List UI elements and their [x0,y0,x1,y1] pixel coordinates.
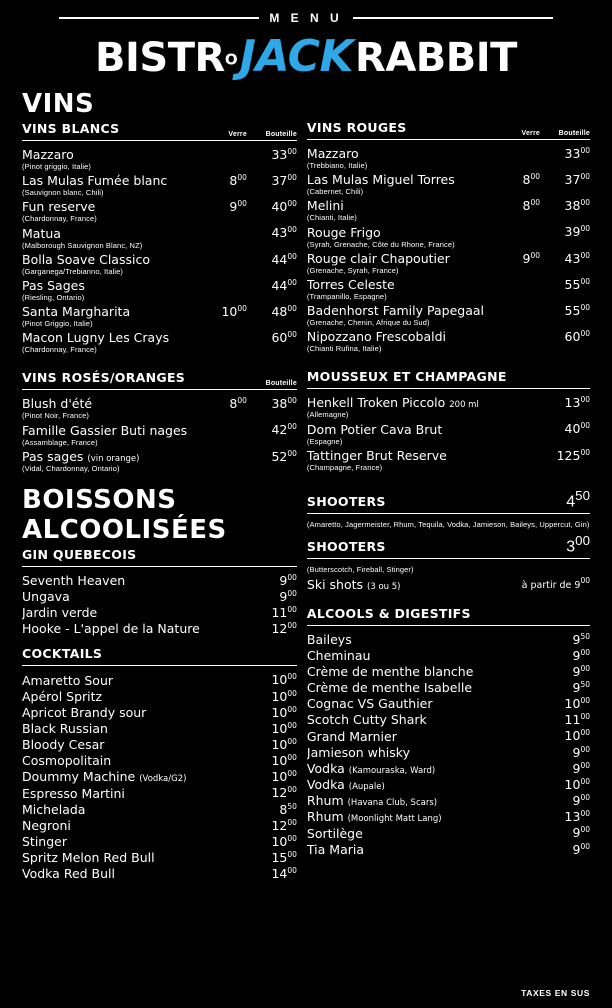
menu-item-row [307,664,590,679]
item-note: (Grenache, Syrah, France) [306,265,399,275]
item-name: Vodka Red Bull [22,866,115,882]
item-name: Rhum (Moonlight Matt Lang) [306,809,442,825]
menu-item-row [22,785,297,800]
subsection-alcools-digestifs: ALCOOLS & DIGESTIFS [306,605,471,621]
gin-list [22,573,297,637]
item-name: Stinger [22,834,67,850]
menu-item-row [307,146,590,161]
price-cell: $60^{00}$ [564,329,590,345]
menu-item-row [307,696,590,711]
menu-bar [0,0,612,25]
price-cell: $13^{00}$ [564,395,590,411]
menu-item-row [22,721,297,736]
subsection-mousseux-champagne: MOUSSEUX ET CHAMPAGNE [306,369,507,385]
column-header-bouteille: Bouteille [265,131,297,138]
price-cell: $52^{00}$ [271,448,297,464]
vins-roses-list [22,396,297,472]
item-note: (Vidal, Chardonnay, Ontario) [22,463,120,473]
menu-item-row [307,842,590,857]
logo-rabbit: RABBIT [355,35,517,81]
vins-rouges-header [307,120,590,140]
logo-jack: JACK [239,31,354,82]
item-name: Rhum (Havana Club, Scars) [306,793,438,809]
item-name: Grand Marnier [306,728,397,744]
cocktails-list [22,672,297,881]
menu-item-row [22,573,297,588]
item-name: Blush d'été [22,396,93,412]
price-cell: $40^{00}$ [271,199,297,215]
item-name: Famille Gassier Buti nages [22,422,188,438]
vins-roses-header [22,370,297,390]
menu-item-row [22,278,297,293]
item-name: Tattinger Brut Reserve [306,447,447,463]
menu-item-row [307,728,590,743]
menu-item-row [22,818,297,833]
price-cell: $10^{00}$ [564,696,590,712]
price-cell: $39^{00}$ [564,224,590,240]
menu-item-row [22,252,297,267]
mousseux-list [307,395,590,471]
price-cell: $42^{00}$ [271,422,297,438]
menu-item-row [307,421,590,436]
menu-item-row [22,753,297,768]
item-name: Mazzaro [22,147,74,163]
menu-item-row [307,303,590,318]
menu-item-row [307,809,590,824]
item-name: Michelada [22,801,86,817]
item-name: Cognac VS Gauthier [306,696,433,712]
menu-item-row [22,689,297,704]
item-name: Cheminau [306,647,371,663]
item-note: (Chianti Rufina, Italie) [306,344,382,354]
menu-item-row [307,172,590,187]
price-cell: $12^{00}$ [271,817,297,833]
item-name: Badenhorst Family Papegaal [306,303,484,319]
price-cell: $60^{00}$ [271,330,297,346]
item-note: (Assamblage, France) [22,437,98,447]
price-cell: $33^{00}$ [271,147,297,163]
menu-columns [0,89,612,881]
menu-item-row [307,277,590,292]
price-cell: $15^{00}$ [271,850,297,866]
subsection-vins-blancs: VINS BLANCS [22,121,120,136]
menu-item-row [22,225,297,240]
item-name: Henkell Troken Piccolo 200 ml [306,395,479,411]
subsection-vins-rouges: VINS ROUGES [306,120,407,135]
shooters1-note: (Amaretto, Jagermeister, Rhum, Tequila, Vodka, Jamieson, Baileys, Uppercut, Gin) [306,520,590,530]
price-cell: $11^{00}$ [271,605,297,621]
item-note: (Riesling, Ontario) [22,292,85,302]
menu-item-row [22,449,297,464]
subsection-cocktails: COCKTAILS [22,646,103,662]
price-cell: $38^{00}$ [564,198,590,214]
item-note: (Syrah, Grenache, Côte du Rhone, France) [306,239,455,249]
price-cell: $10^{00}$ [271,688,297,704]
mousseux-header [307,369,590,389]
price-cell: $55^{00}$ [564,276,590,292]
item-name: Espresso Martini [22,785,125,801]
item-name: Jardin verde [22,605,98,621]
menu-item-row [22,705,297,720]
price-cell: $10^{00}$ [271,704,297,720]
price-cell: $8^{50}$ [279,801,297,817]
shooters1-price: $4^{50}$ [566,487,590,511]
item-name: Negroni [22,817,71,833]
price-cell: $125^{00}$ [556,447,590,463]
vins-rouges-list [307,146,590,353]
ski-shots-row [307,576,590,591]
alcools-header [307,606,590,626]
price-cell: $12^{00}$ [271,785,297,801]
item-name: Nipozzano Frescobaldi [306,329,446,345]
item-note: (Champagne, France) [306,462,383,472]
price-cell: $55^{00}$ [564,302,590,319]
item-name: Crème de menthe Isabelle [306,680,473,696]
item-name: Crème de menthe blanche [306,664,474,679]
item-name: Pas sages (vin orange) [22,448,140,464]
item-name: Jamieson whisky [306,744,410,760]
item-note: (Grenache, Chenin, Afrique du Sud) [306,318,430,328]
item-name: Tia Maria [306,841,364,857]
menu-item-row [307,761,590,776]
item-name: Amaretto Sour [22,672,114,688]
menu-item-row [307,745,590,760]
price-cell: $10^{00}$ [271,753,297,769]
price-cell: $10^{00}$ [271,833,297,850]
item-name: Melini [306,198,344,214]
item-name: Hooke - L'appel de la Nature [22,621,200,637]
item-name: Dom Potier Cava Brut [306,421,443,437]
menu-item-row [307,793,590,808]
price-cell: $9^{00}$ [229,199,247,215]
vins-blancs-list [22,147,297,354]
menu-item-row [22,199,297,214]
price-cell: $33^{00}$ [564,146,590,162]
item-name: Cosmopolitain [22,753,112,769]
subsection-gin-quebecois: GIN QUEBECOIS [22,546,137,562]
price-cell: $8^{00}$ [522,172,540,188]
price-cell: $10^{00}$ [271,672,297,688]
vins-blancs-header [22,121,297,141]
shooters1-header [307,488,590,514]
item-name: Seventh Heaven [22,572,126,588]
menu-item-row [22,147,297,162]
price-cell: $9^{50}$ [572,680,590,696]
price-cell: $10^{00}$ [271,769,297,785]
cocktails-header [22,646,297,666]
logo-bistro: BISTR [95,35,225,81]
item-note: (Trampanillo, Espagne) [306,291,387,301]
price-cell: $9^{00}$ [572,744,590,760]
item-note: (Chianti, Italie) [306,213,357,223]
menu-label: M E N U [269,11,343,25]
menu-item-row [22,605,297,620]
item-name: Baileys [306,631,352,647]
menu-item-row [307,680,590,695]
right-column [307,89,590,881]
shooters2-price: $3^{00}$ [566,533,590,556]
ski-shots-price: à partir de $9^{00}$ [521,576,590,592]
item-note: (Malborough Sauvignon Blanc, NZ) [22,240,143,250]
menu-item-row [22,621,297,636]
price-cell: $10^{00}$ [564,776,590,793]
menu-item-row [307,825,590,840]
taxes-note: TAXES EN SUS [521,988,590,998]
price-cell: $9^{00}$ [572,793,590,809]
menu-item-row [22,834,297,849]
gin-header [22,547,297,567]
item-name: Pas Sages [22,277,85,293]
price-cell: $38^{00}$ [271,396,297,412]
section-title-boissons: BOISSONS ALCOOLISÉES [22,484,227,545]
item-name: Fun reserve [22,199,96,215]
shooters2-note: (Butterscotch, Fireball, Stinger) [306,565,414,575]
price-cell: $12^{00}$ [271,621,297,637]
item-name: Ungava [22,589,70,605]
column-header-verre: Verre [228,131,247,138]
price-cell: $8^{00}$ [229,173,247,189]
price-cell: $8^{00}$ [229,396,247,412]
item-note: (Allemagne) [306,410,349,420]
menu-item-row [22,396,297,411]
section-title-vins: VINS [22,89,95,119]
menu-item-row [307,224,590,239]
price-cell: $9^{00}$ [572,825,590,841]
price-cell: $44^{00}$ [271,251,297,267]
column-header-verre-rouges: Verre [521,130,540,137]
divider-right [353,17,553,19]
item-name: Las Mulas Fumée blanc [22,173,168,189]
menu-item-row [307,632,590,647]
price-cell: $8^{00}$ [522,198,540,214]
divider-left [59,17,259,19]
item-note: (Cabernet, Chili) [306,187,364,197]
item-note: (Pinot griggio, Italie) [22,162,91,172]
alcools-list [307,632,590,857]
price-cell: $37^{00}$ [271,173,297,189]
price-cell: $10^{00}$ [221,303,247,320]
item-note: (Pinot Griggio, Italie) [22,319,93,329]
menu-item-row [22,422,297,437]
price-cell: $13^{00}$ [564,809,590,825]
subsection-shooters-1: SHOOTERS [306,494,386,510]
menu-item-row [307,712,590,727]
price-cell: $10^{00}$ [564,728,590,744]
price-cell: $37^{00}$ [564,172,590,188]
menu-item-row [307,198,590,213]
price-cell: $44^{00}$ [271,277,297,293]
item-name: Vodka (Kamouraska, Ward) [306,760,436,776]
item-name: Apérol Spritz [22,688,103,704]
price-cell: $9^{00}$ [572,647,590,663]
price-cell: $48^{00}$ [271,303,297,320]
logo-superscript: O [224,50,238,69]
menu-item-row [307,448,590,463]
price-cell: $10^{00}$ [271,720,297,736]
menu-item-row [22,304,297,319]
price-cell: $11^{00}$ [564,712,590,728]
menu-item-row [307,251,590,266]
logo [0,31,612,82]
menu-item-row [22,769,297,784]
menu-item-row [22,850,297,865]
subsection-shooters-2: SHOOTERS [306,539,386,555]
item-name: Matua [22,225,61,241]
subsection-vins-roses: VINS ROSÉS/ORANGES [22,370,186,386]
shooters2-header [307,533,590,559]
menu-item-row [22,802,297,817]
price-cell: $9^{00}$ [572,663,590,679]
menu-item-row [22,589,297,604]
price-cell: $9^{50}$ [572,631,590,647]
item-name: Bolla Soave Classico [22,251,150,267]
price-cell: $43^{00}$ [564,250,590,266]
item-name: Rouge clair Chapoutier [306,250,450,266]
menu-item-row [22,330,297,345]
item-name: Vodka (Aupale) [306,777,385,793]
menu-item-row [22,173,297,188]
item-name: Santa Margharita [22,304,131,320]
item-name: Rouge Frigo [306,224,381,240]
item-note: (Chardonnay, France) [22,214,97,224]
item-note: (Trebbiano, Italie) [306,161,368,171]
item-name: Doummy Machine (Vodka/G2) [22,769,187,785]
left-column [22,89,297,881]
column-header-bouteille-rouges: Bouteille [558,130,590,137]
item-name: Apricot Brandy sour [22,704,147,720]
menu-item-row [307,777,590,792]
ski-shots-name: Ski shots (3 ou 5) [306,576,401,592]
item-name: Black Russian [22,720,108,736]
item-name: Spritz Melon Red Bull [22,850,155,866]
column-header-bouteille-roses: Bouteille [265,380,297,388]
menu-item-row [22,672,297,687]
item-name: Scotch Cutty Shark [306,712,427,728]
price-cell: $9^{00}$ [279,588,297,605]
item-note: (Chardonnay, France) [22,345,97,355]
item-note: (Garganega/Trebianno, Italie) [22,266,124,276]
item-note: (Espagne) [306,436,343,446]
item-note: (Pinot Noir, France) [22,411,90,421]
price-cell: $9^{00}$ [279,572,297,588]
price-cell: $14^{00}$ [271,866,297,882]
item-name: Torres Celeste [306,276,395,292]
menu-item-row [307,329,590,344]
price-cell: $9^{00}$ [572,841,590,857]
item-name: Macon Lugny Les Crays [22,330,170,346]
item-name: Sortilège [306,825,363,841]
item-name: Mazzaro [306,146,359,162]
menu-item-row [22,737,297,752]
price-cell: $10^{00}$ [271,736,297,753]
item-name: Bloody Cesar [22,737,105,753]
price-cell: $43^{00}$ [271,225,297,241]
menu-item-row [307,648,590,663]
item-name: Las Mulas Miguel Torres [306,172,455,188]
menu-item-row [22,866,297,881]
price-cell: $9^{00}$ [522,250,540,266]
price-cell: $9^{00}$ [572,760,590,776]
menu-item-row [307,395,590,410]
item-note: (Sauvignon blanc, Chili) [22,188,104,198]
price-cell: $40^{00}$ [564,421,590,437]
